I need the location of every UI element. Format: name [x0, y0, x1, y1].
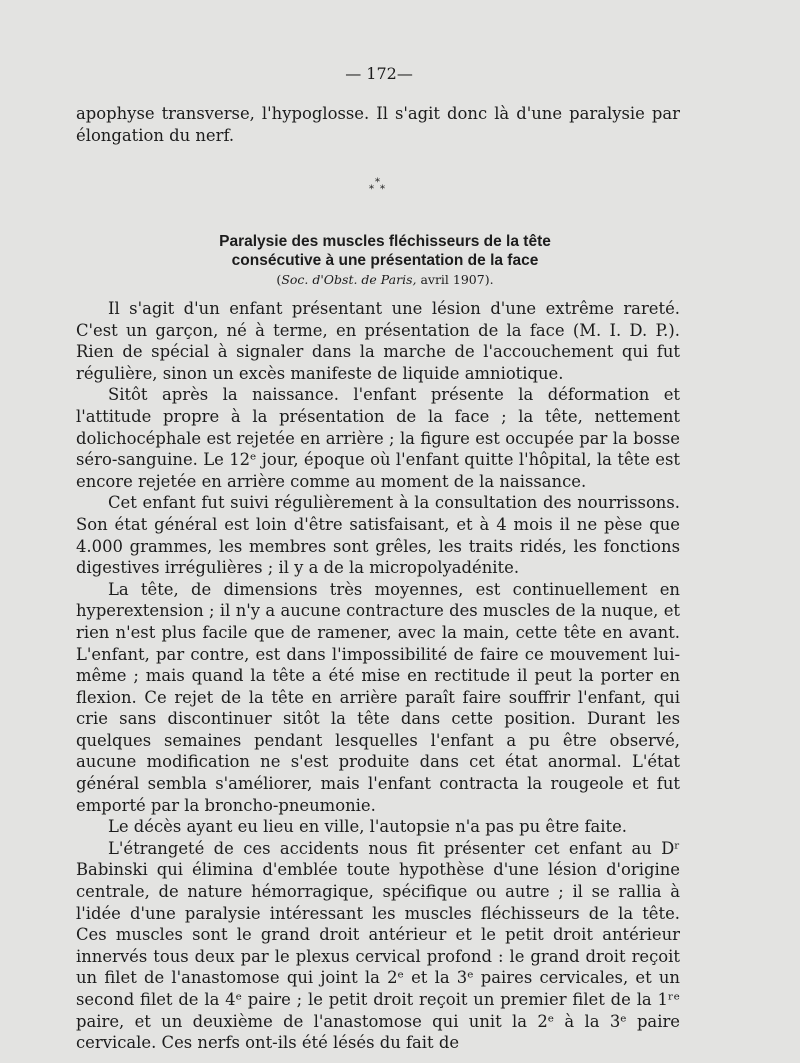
asterisk-bottom-right: *: [380, 184, 385, 195]
body-paragraph-3: Cet enfant fut suivi régulièrement à la consultation des nourrissons. Son état général est loin d'être satisfaisant, et à 4 mois il ne pèse que 4.000 grammes, les membres sont grêles, les traits ridés, les fonctions digestives irrégulières ; il y a de la micropolyadénite.: [76, 493, 680, 578]
body-paragraph-2: Sitôt après la naissance. l'enfant présente la déformation et l'attitude propre à la présentation de la face ; la tête, nettement dolichocéphale est rejetée en arrière ; la figure est occupée par la bosse séro-sanguine. Le 12ᵉ jour, époque où l'enfant quitte l'hôpital, la tête est encore rejetée en arrière comme au moment de la naissance.: [76, 385, 680, 491]
body-paragraph-6: L'étrangeté de ces accidents nous fit présenter cet enfant au Dʳ Babinski qui élimina d'emblée toute hypothèse d'une lésion d'origine centrale, de nature hémorragique, spécifique ou autre ; il se rallia à l'idée d'une paralysie intéressant les muscles fléchisseurs de la tête. Ces muscles sont le grand droit antérieur et le petit droit antérieur innervés tous deux par le plexus cervical profond : le grand droit reçoit un filet de l'anastomose qui joint la 2ᵉ et la 3ᵉ paires cervicales, et un second filet de la 4ᵉ paire ; le petit droit reçoit un premier filet de la 1ʳᵉ paire, et un deuxième de l'anastomose qui unit la 2ᵉ à la 3ᵉ paire cervicale. Ces nerfs ont-ils été lésés du fait de: [76, 838, 680, 1053]
page-number: — 172—: [345, 64, 413, 83]
article-title: [140, 232, 630, 270]
source-date: avril 1907).: [416, 272, 494, 287]
section-separator-asterism: [366, 178, 396, 198]
source-journal: Soc. d'Obst. de Paris,: [281, 272, 417, 287]
body-paragraph-4: La tête, de dimensions très moyennes, est continuellement en hyperextension ; il n'y a aucune contracture des muscles de la nuque, et rien n'est plus facile que de ramener, avec la main, cette tête en avant. L'enfant, par contre, est dans l'impossibilité de faire ce mouvement lui-même ; mais quand la tête a été mise en rectitude il peut la porter en flexion. Ce rejet de la tête en arrière paraît faire souffrir l'enfant, qui crie sans discontinuer sitôt la tête dans cette position. Durant les quelques semaines pendant lesquelles l'enfant a pu être observé, aucune modification ne s'est produite dans cet état anormal. L'état général sembla s'améliorer, mais l'enfant contracta la rougeole et fut emporté par la broncho-pneumonie.: [76, 579, 680, 815]
intro-text: [76, 103, 680, 146]
asterisk-top: *: [375, 177, 380, 188]
intro-paragraph: apophyse transverse, l'hypoglosse. Il s'agit donc là d'une paralysie par élongation du nerf.: [76, 104, 680, 145]
article-title-line-1: Paralysie des muscles fléchisseurs de la tête: [219, 233, 551, 250]
body-paragraph-1: Il s'agit d'un enfant présentant une lésion d'une extrême rareté. C'est un garçon, né à terme, en présentation de la face (M. I. D. P.). Rien de spécial à signaler dans la marche de l'accouchement qui fut régulière, sinon un excès manifeste de liquide amniotique.: [76, 299, 680, 383]
asterisk-bottom-left: *: [369, 184, 374, 195]
article-source: [140, 272, 630, 288]
source-open: (: [276, 272, 282, 287]
article-body: [76, 298, 680, 1054]
article-title-line-2: consécutive à une présentation de la face: [231, 252, 539, 269]
body-paragraph-5: Le décès ayant eu lieu en ville, l'autopsie n'a pas pu être faite.: [108, 817, 628, 837]
